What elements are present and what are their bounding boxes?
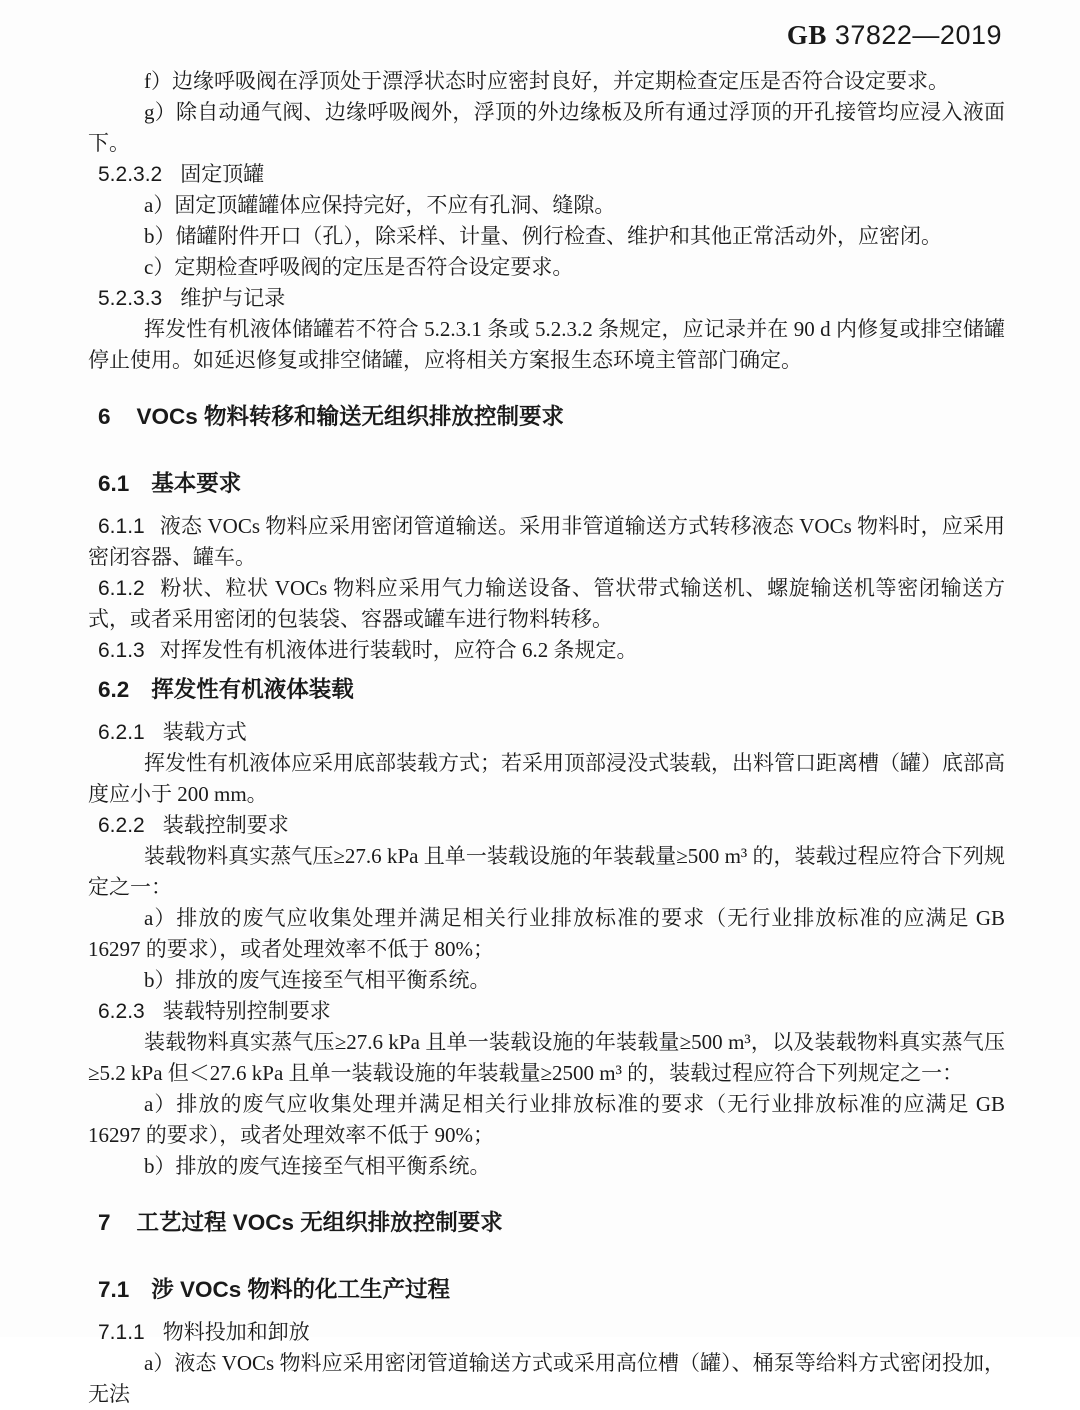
list-item: a）固定顶罐罐体应保持完好，不应有孔洞、缝隙。 bbox=[144, 193, 616, 217]
clause-number: 6.2.3 bbox=[98, 1000, 145, 1023]
list-item: b）排放的废气连接至气相平衡系统。 bbox=[144, 968, 491, 992]
body-paragraph: 装载物料真实蒸气压≥27.6 kPa 且单一装载设施的年装载量≥500 m³，以及装载物料真实蒸气压≥5.2 kPa 但＜27.6 kPa 且单一装载设施的年装载量≥2500 m³ 的，装载过程应符合下列规定之一： bbox=[88, 1030, 1005, 1085]
clause-number: 7.1.1 bbox=[98, 1321, 145, 1344]
clause-number: 5.2.3.2 bbox=[98, 163, 163, 186]
list-item: c）定期检查呼吸阀的定压是否符合设定要求。 bbox=[144, 255, 574, 279]
list-item: f）边缘呼吸阀在浮顶处于漂浮状态时应密封良好，并定期检查定压是否符合设定要求。 bbox=[144, 69, 949, 93]
list-item: b）排放的废气连接至气相平衡系统。 bbox=[144, 1154, 491, 1178]
clause-title: 维护与记录 bbox=[180, 287, 286, 310]
clause-title: 装载控制要求 bbox=[162, 814, 289, 837]
section-heading bbox=[88, 468, 1005, 499]
section-number: 6.1 bbox=[98, 471, 130, 496]
clause-title: 装载特别控制要求 bbox=[162, 1000, 331, 1023]
clause-title: 固定顶罐 bbox=[180, 163, 265, 186]
standard-code: 37822—2019 bbox=[834, 20, 1002, 50]
numbered-clause bbox=[88, 635, 1005, 666]
clause-heading bbox=[88, 810, 1005, 841]
clause-text: 对挥发性有机液体进行装载时，应符合 6.2 条规定。 bbox=[159, 638, 638, 662]
list-item: g）除自动通气阀、边缘呼吸阀外，浮顶的外边缘板及所有通过浮顶的开孔接管均应浸入液面下。 bbox=[88, 100, 1005, 155]
clause-heading bbox=[88, 159, 1005, 190]
list-item: a）排放的废气应收集处理并满足相关行业排放标准的要求（无行业排放标准的应满足 GB 16297 的要求），或者处理效率不低于 80%； bbox=[88, 906, 1005, 961]
section-title: 挥发性有机液体装载 bbox=[151, 677, 354, 702]
chapter-title: VOCs 物料转移和输送无组织排放控制要求 bbox=[136, 404, 565, 429]
clause-heading bbox=[88, 283, 1005, 314]
body-paragraph: 挥发性有机液体应采用底部装载方式；若采用顶部浸没式装载，出料管口距离槽（罐）底部高度应小于 200 mm。 bbox=[88, 751, 1005, 806]
section-heading bbox=[88, 1274, 1005, 1305]
chapter-title: 工艺过程 VOCs 无组织排放控制要求 bbox=[136, 1210, 503, 1235]
clause-number: 6.1.2 bbox=[98, 577, 145, 600]
chapter-number: 7 bbox=[98, 1210, 111, 1235]
clause-heading bbox=[88, 1317, 1005, 1348]
section-title: 涉 VOCs 物料的化工生产过程 bbox=[151, 1277, 451, 1302]
clause-number: 6.2.1 bbox=[98, 721, 145, 744]
clause-number: 5.2.3.3 bbox=[98, 287, 163, 310]
numbered-clause bbox=[88, 573, 1005, 635]
list-item: b）储罐附件开口（孔），除采样、计量、例行检查、维护和其他正常活动外，应密闭。 bbox=[144, 224, 942, 248]
numbered-clause bbox=[88, 511, 1005, 573]
body-paragraph: 挥发性有机液体储罐若不符合 5.2.3.1 条或 5.2.3.2 条规定，应记录并在 90 d 内修复或排空储罐停止使用。如延迟修复或排空储罐，应将相关方案报生态环境主管部门确定。 bbox=[88, 317, 1005, 372]
clause-heading bbox=[88, 996, 1005, 1027]
section-title: 基本要求 bbox=[151, 471, 242, 496]
document-body bbox=[88, 66, 1005, 1406]
clause-number: 6.2.2 bbox=[98, 814, 145, 837]
partial-cutoff-line: a）液态 VOCs 物料应采用密闭管道输送方式或采用高位槽（罐）、桶泵等给料方式密闭投加，无法 bbox=[88, 1351, 1005, 1406]
standard-number bbox=[787, 20, 1002, 51]
section-number: 6.2 bbox=[98, 677, 130, 702]
list-item: a）排放的废气应收集处理并满足相关行业排放标准的要求（无行业排放标准的应满足 GB 16297 的要求），或者处理效率不低于 90%； bbox=[88, 1092, 1005, 1147]
clause-heading bbox=[88, 717, 1005, 748]
chapter-heading bbox=[88, 1207, 1005, 1238]
chapter-number: 6 bbox=[98, 404, 111, 429]
clause-number: 6.1.1 bbox=[98, 515, 145, 538]
clause-text: 粉状、粒状 VOCs 物料应采用气力输送设备、管状带式输送机、螺旋输送机等密闭输送方式，或者采用密闭的包装袋、容器或罐车进行物料转移。 bbox=[88, 576, 1005, 631]
body-paragraph: 装载物料真实蒸气压≥27.6 kPa 且单一装载设施的年装载量≥500 m³ 的，装载过程应符合下列规定之一： bbox=[88, 844, 1005, 899]
section-heading bbox=[88, 674, 1005, 705]
chapter-heading bbox=[88, 401, 1005, 432]
section-number: 7.1 bbox=[98, 1277, 130, 1302]
standard-prefix: GB bbox=[786, 20, 827, 50]
clause-title: 物料投加和卸放 bbox=[162, 1321, 310, 1344]
clause-title: 装载方式 bbox=[162, 721, 247, 744]
clause-number: 6.1.3 bbox=[98, 639, 145, 662]
clause-text: 液态 VOCs 物料应采用密闭管道输送。采用非管道输送方式转移液态 VOCs 物料时，应采用密闭容器、罐车。 bbox=[88, 514, 1005, 569]
